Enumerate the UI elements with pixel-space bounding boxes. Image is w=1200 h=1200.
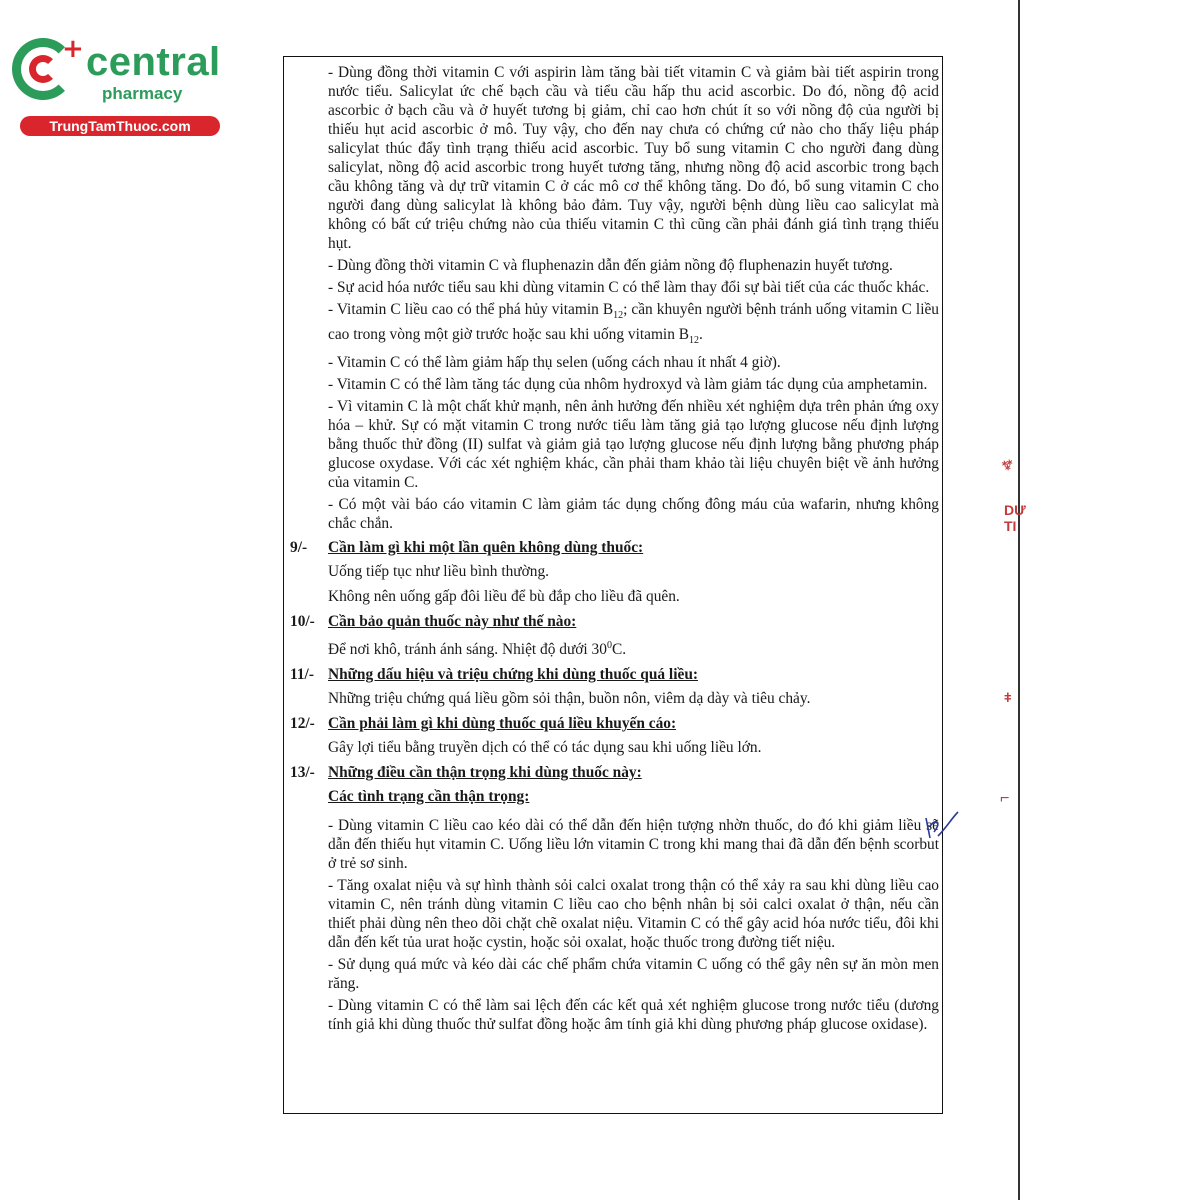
logo-name: central [86, 40, 221, 84]
section-number: 13/- [290, 764, 315, 782]
section-subtitle: Các tình trạng cần thận trọng: [328, 788, 530, 806]
section-title: Cần làm gì khi một lần quên không dùng thuốc: [328, 539, 644, 557]
paragraph: - Dùng đồng thời vitamin C và fluphenazin dẫn đến giảm nồng độ fluphenazin huyết tương. [328, 257, 893, 274]
section-11-heading [284, 665, 944, 684]
document-box [283, 56, 943, 1114]
red-stamp: ⁂ DƯ TI ǂ ⌐ [1000, 457, 1026, 807]
document-content [284, 63, 944, 1037]
paragraph: - Dùng vitamin C có thể làm sai lệch đến các kết quả xét nghiệm glucose trong nước tiểu (dương tính giả khi dùng thuốc thử sulfat đồng hoặc âm tính giả khi dùng phương pháp glucose oxidase). [328, 997, 939, 1034]
section-number: 9/- [290, 539, 308, 557]
section-line: Gây lợi tiểu bằng truyền dịch có thể có tác dụng sau khi uống liều lớn. [328, 739, 762, 757]
initials-signature [920, 808, 960, 842]
section-line: Không nên uống gấp đôi liều để bù đắp cho liều đã quên. [328, 588, 680, 606]
section-number: 11/- [290, 666, 314, 684]
paragraph: - Vì vitamin C là một chất khử mạnh, nên ảnh hưởng đến nhiều xét nghiệm dựa trên phản ứng oxy hóa – khử. Sự có mặt vitamin C trong nước tiểu làm tăng giả tạo lượng glucose nếu định lượng bằng thuốc thử đồng (II) sulfat và giảm giả tạo lượng glucose nếu định lượng bằng phương pháp glucose oxydase. Với các xét nghiệm khác, cần phải tham khảo tài liệu chuyên biệt về ảnh hưởng của vitamin C. [328, 398, 939, 492]
section-line: Uống tiếp tục như liều bình thường. [328, 563, 550, 581]
section-line: Những triệu chứng quá liều gồm sỏi thận, buồn nôn, viêm dạ dày và tiêu chảy. [328, 690, 811, 708]
section-number: 10/- [290, 613, 315, 631]
paragraph: - Có một vài báo cáo vitamin C làm giảm tác dụng chống đông máu của wafarin, nhưng không chắc chắn. [328, 496, 939, 533]
logo-url: TrungTamThuoc.com [20, 116, 220, 136]
paragraph: - Vitamin C có thể làm giảm hấp thụ selen (uống cách nhau ít nhất 4 giờ). [328, 354, 781, 372]
brand-logo [12, 36, 222, 136]
section-13-heading [284, 763, 944, 782]
logo-subtitle: pharmacy [102, 84, 183, 103]
section-number: 12/- [290, 715, 315, 733]
section-title: Những dấu hiệu và triệu chứng khi dùng thuốc quá liều: [328, 666, 698, 684]
section-12-heading [284, 714, 944, 733]
paragraph: - Sự acid hóa nước tiểu sau khi dùng vitamin C có thể làm thay đổi sự bài tiết của các thuốc khác. [328, 279, 930, 296]
paragraph: - Sử dụng quá mức và kéo dài các chế phẩm chứa vitamin C uống có thể gây nên sự ăn mòn men răng. [328, 956, 939, 993]
stamp-text: DƯ TI [1004, 502, 1026, 534]
paragraph: - Dùng đồng thời vitamin C với aspirin làm tăng bài tiết vitamin C và giảm bài tiết aspirin trong nước tiểu. Salicylat ức chế bạch cầu và tiểu cầu hấp thu acid ascorbic. Do đó, nồng độ acid ascorbic ở bạch cầu và ở huyết tương bị giảm, chỉ cao hơn chút ít so với nồng độ của người bị thiếu hụt acid ascorbic ở mô. Tuy vậy, cho đến nay chưa có chứng cứ nào cho thấy liệu pháp salicylat thúc đẩy tình trạng thiếu acid ascorbic. Tuy bổ sung vitamin C cho người đang dùng salicylat, nồng độ acid ascorbic trong huyết tương tăng, nhưng nồng độ acid ascorbic trong bạch cầu không tăng và dự trữ vitamin C ở các mô cơ thể không tăng. Do đó, bổ sung vitamin C cho người đang dùng salicylat là không bảo đảm. Tuy vậy, người bệnh dùng liều cao salicylat mà không có bất cứ triệu chứng nào của thiếu vitamin C thì cũng cần phải đánh giá tình trạng thiếu hụt. [328, 64, 939, 252]
section-9-heading [284, 538, 944, 557]
section-title: Cần bảo quản thuốc này như thế nào: [328, 613, 577, 631]
paragraph-b12: - Vitamin C liều cao có thể phá hủy vitamin $B_{12}$; cần khuyên người bệnh tránh uống vitamin C liều cao trong vòng một giờ trước hoặc sau khi uống vitamin $B_{12}$. [328, 301, 939, 347]
section-10-heading [284, 612, 944, 631]
paragraph: - Dùng vitamin C liều cao kéo dài có thể dẫn đến hiện tượng nhờn thuốc, do đó khi giảm liều sẽ dẫn đến thiếu hụt vitamin C. Uống liều lớn vitamin C trong khi mang thai đã dẫn đến bệnh scorbut ở trẻ sơ sinh. [328, 817, 939, 873]
logo-plus-icon: + [62, 34, 84, 64]
section-line: Để nơi khô, tránh ánh sáng. Nhiệt độ dưới $30^0C$. [328, 640, 627, 659]
section-title: Cần phải làm gì khi dùng thuốc quá liều khuyến cáo: [328, 715, 677, 733]
logo-inner-ring-icon [29, 55, 57, 83]
paragraph: - Tăng oxalat niệu và sự hình thành sỏi calci oxalat trong thận có thể xảy ra sau khi dùng liều cao vitamin C, nên tránh dùng vitamin C liều cao cho bệnh nhân bị sỏi calci oxalat ở thận, nếu cần thiết phải dùng nên theo dõi chặt chẽ oxalat niệu. Vitamin C có thể gây acid hóa nước tiểu, đôi khi dẫn đến kết tủa urat hoặc cystin, hoặc sỏi oxalat, hoặc thuốc trong đường tiết niệu. [328, 877, 939, 952]
paragraph: - Vitamin C có thể làm tăng tác dụng của nhôm hydroxyd và làm giảm tác dụng của amphetamin. [328, 376, 928, 394]
section-title: Những điều cần thận trọng khi dùng thuốc này: [328, 764, 642, 782]
